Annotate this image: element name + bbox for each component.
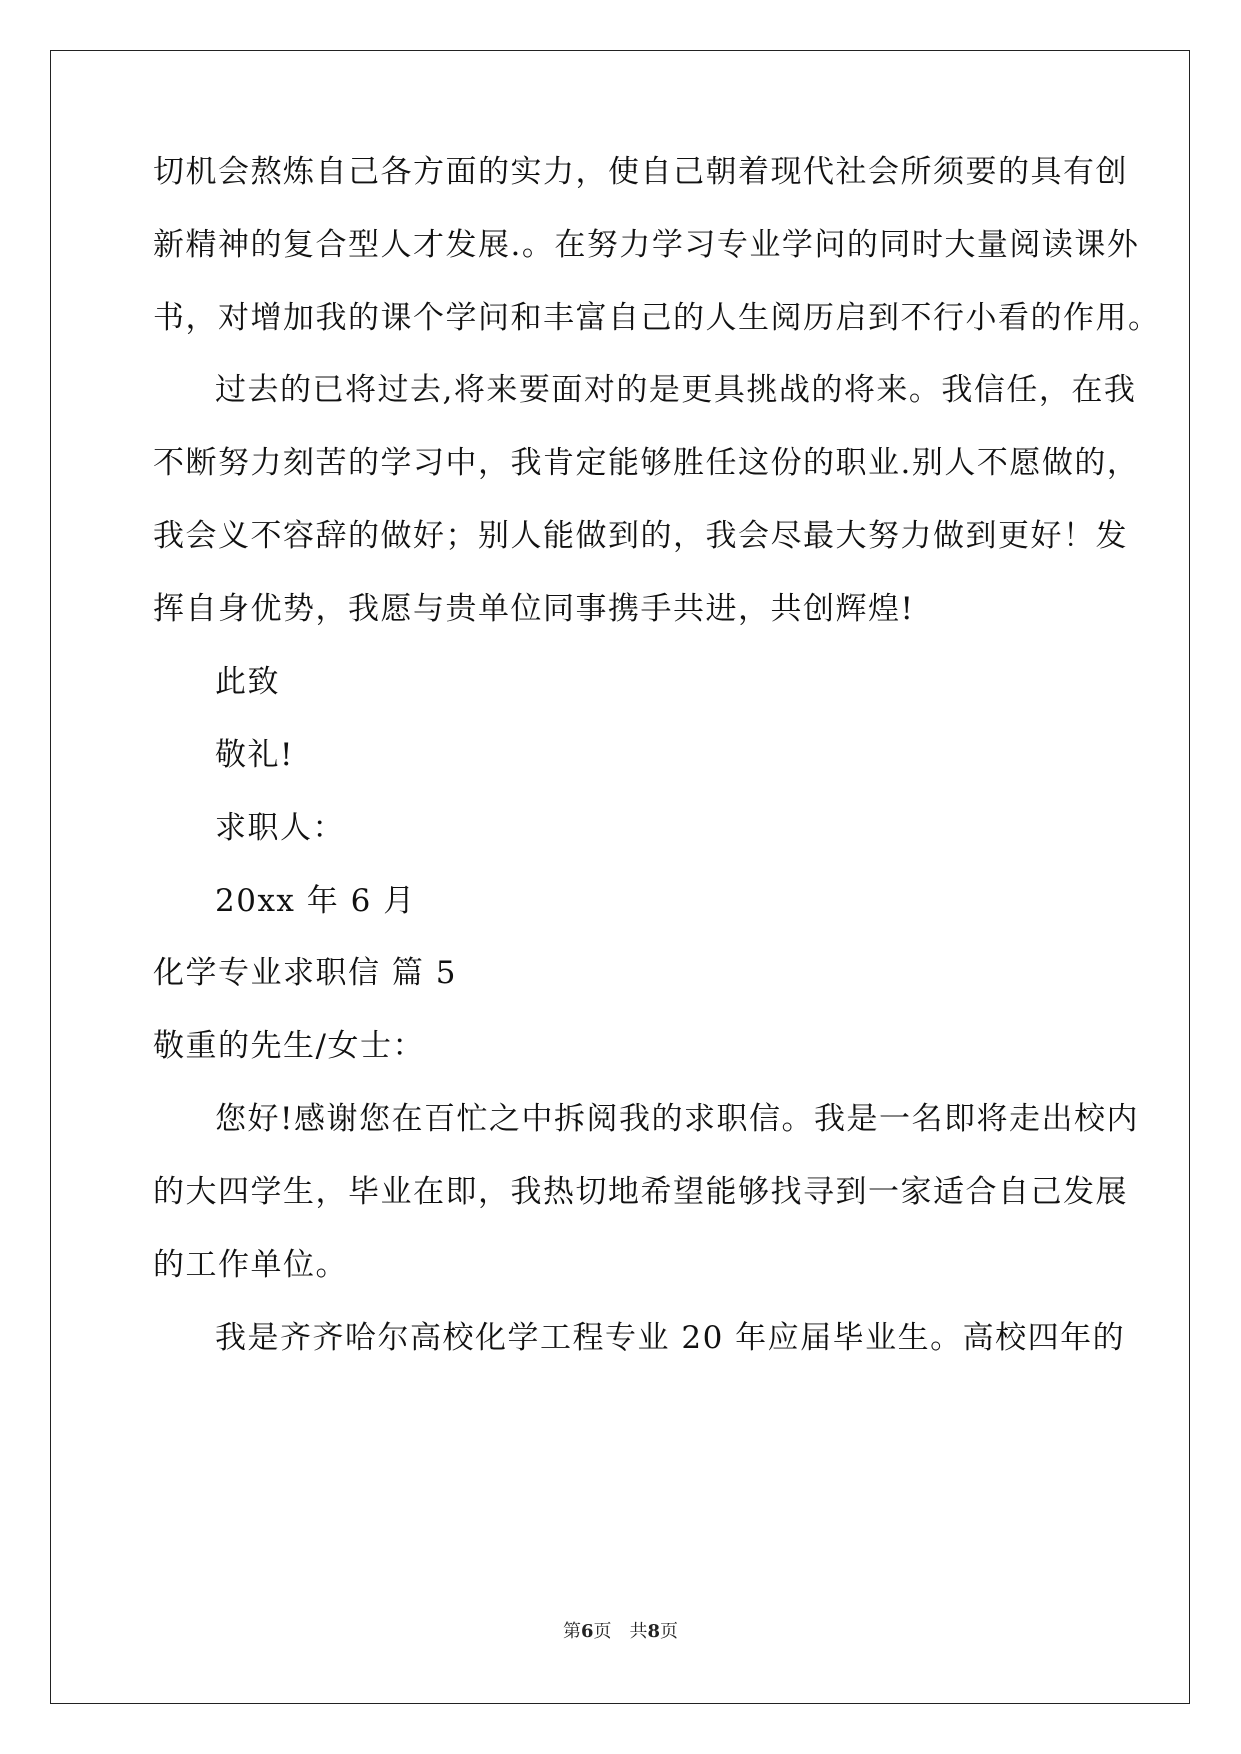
salutation-regards: 敬礼! bbox=[215, 737, 294, 773]
body-line: 我会义不容辞的做好；别人能做到的，我会尽最大努力做到更好！发 bbox=[153, 518, 1128, 554]
page-footer bbox=[0, 1620, 1241, 1644]
body-line: 我是齐齐哈尔高校化学工程专业 20 年应届毕业生。高校四年的 bbox=[215, 1320, 1126, 1356]
signature-label: 求职人： bbox=[215, 810, 345, 846]
footer-total-unit: 页 bbox=[660, 1621, 679, 1642]
footer-page-unit: 页 bbox=[593, 1621, 612, 1642]
section-heading: 化学专业求职信 篇 5 bbox=[153, 955, 457, 991]
body-line: 不断努力刻苦的学习中，我肯定能够胜任这份的职业.别人不愿做的， bbox=[153, 445, 1140, 481]
greeting: 敬重的先生/女士： bbox=[153, 1028, 425, 1064]
body-line: 您好!感谢您在百忙之中拆阅我的求职信。我是一名即将走出校内 bbox=[215, 1101, 1139, 1137]
body-line: 过去的已将过去,将来要面对的是更具挑战的将来。我信任，在我 bbox=[215, 372, 1137, 408]
footer-total-prefix: 共 bbox=[629, 1621, 648, 1642]
body-line: 的工作单位。 bbox=[153, 1247, 348, 1283]
body-line: 新精神的复合型人才发展.。在努力学习专业学问的同时大量阅读课外 bbox=[153, 227, 1140, 263]
footer-prefix: 第 bbox=[562, 1621, 581, 1642]
body-line: 挥自身优势，我愿与贵单位同事携手共进，共创辉煌! bbox=[153, 591, 915, 627]
body-line: 的大四学生，毕业在即，我热切地希望能够找寻到一家适合自己发展 bbox=[153, 1174, 1128, 1210]
body-line: 切机会熬炼自己各方面的实力，使自己朝着现代社会所须要的具有创 bbox=[153, 154, 1128, 190]
body-line: 书，对增加我的课个学问和丰富自己的人生阅历启到不行小看的作用。 bbox=[153, 300, 1161, 336]
letter-date: 20xx 年 6 月 bbox=[215, 883, 416, 919]
salutation-closing: 此致 bbox=[215, 664, 280, 700]
current-page-number: 6 bbox=[580, 1621, 594, 1642]
total-pages-number: 8 bbox=[647, 1621, 661, 1642]
